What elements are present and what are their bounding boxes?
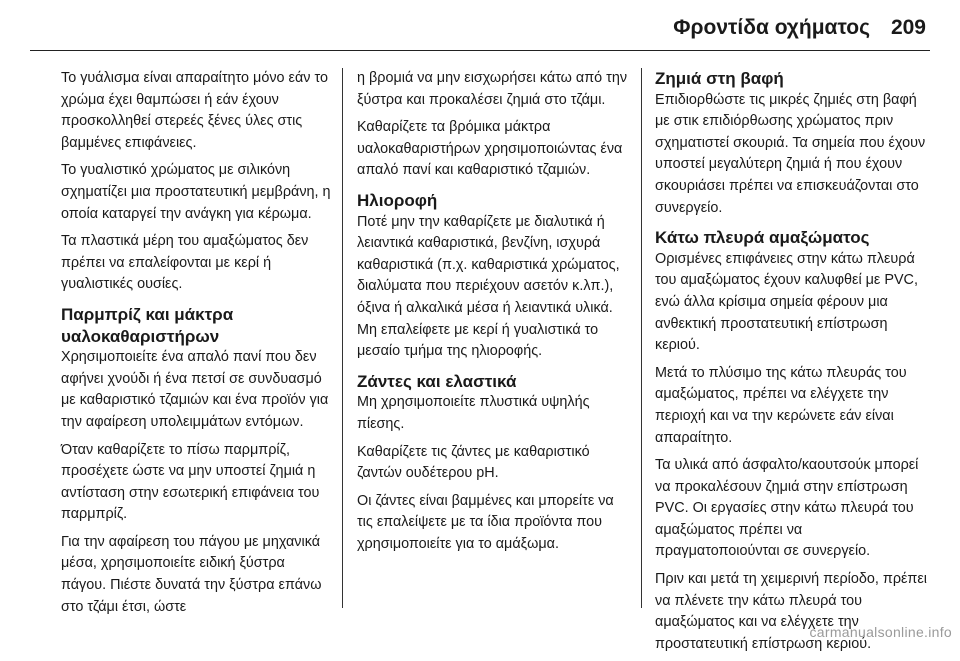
paragraph: Το γυάλισμα είναι απαραίτητο μόνο εάν το χρώμα έχει θαμπώσει ή εάν έχουν προσκολληθεί στερεές ξένες ύλες στις βαμμένες επιφάνειες. (61, 70, 328, 151)
paragraph: Καθαρίζετε τις ζάντες με καθαριστικό ζαντών ουδέτερου pH. (357, 443, 590, 482)
page-number: 209 (890, 16, 926, 39)
watermark: carmanualsonline.info (809, 624, 952, 640)
paragraph: Το γυαλιστικό χρώματος με σιλικόνη σχηματίζει μια προστατευτική μεμβράνη, η οποία καταργεί την ανάγκη για κέρωμα. (61, 162, 331, 222)
paragraph: Επιδιορθώστε τις μικρές ζημιές στη βαφή με στικ επιδιόρθωσης χρώματος πριν σχηματιστεί σκουριά. Τα σημεία που έχουν υποστεί μεγαλύτερη ζημιά ή που έχουν σκουριάσει πρέπει να επισκευάζονται στο συνεργείο. (655, 91, 926, 216)
paragraph: Ορισμένες επιφάνειες στην κάτω πλευρά του αμαξώματος έχουν καλυφθεί με PVC, ενώ άλλα κρίσιμα σημεία φέρουν μια ανθεκτική προστατευτική επίστρωση κεριού. (655, 250, 918, 354)
section-heading: Παρμπρίζ και μάκτρα υαλοκαθαριστήρων (61, 304, 234, 346)
section-heading: Ζάντες και ελαστικά (357, 371, 517, 391)
column-divider-2 (641, 68, 642, 608)
column-3 (655, 68, 927, 661)
section-heading: Ζημιά στη βαφή (655, 69, 784, 88)
paragraph: Τα πλαστικά μέρη του αμαξώματος δεν πρέπει να επαλείφονται με κερί ή γυαλιστικές ουσίες. (61, 233, 309, 293)
column-1 (61, 68, 333, 624)
section-heading: Ηλιοροφή (357, 190, 438, 210)
paragraph: Τα υλικά από άσφαλτο/καουτσούκ μπορεί να προκαλέσουν ζημιά στην επίστρωση PVC. Οι εργασίες στην κάτω πλευρά του αμαξώματος πρέπει να πραγματοποιούνται σε συνεργείο. (655, 457, 919, 560)
paragraph: η βρομιά να μην εισχωρήσει κάτω από την ξύστρα και προκαλέσει ζημιά στο τζάμι. (357, 70, 628, 108)
paragraph: Ποτέ μην την καθαρίζετε με διαλυτικά ή λειαντικά καθαριστικά, βενζίνη, ισχυρά καθαριστικά (π.χ. καθαριστικά χρώματος, διαλύματα που περιέχουν ασετόν κ.λπ.), όξινα ή αλκαλικά μέσα ή λειαντικά υλικά. Μη επαλείφετε με κερί ή γυαλιστικά το μεσαίο τμήμα της ηλιοροφής. (357, 213, 620, 360)
page-header (0, 0, 960, 50)
paragraph: Οι ζάντες είναι βαμμένες και μπορείτε να τις επαλείψετε με τα ίδια προϊόντα που χρησιμοποιείτε για το αμάξωμα. (357, 492, 614, 552)
column-divider-1 (342, 68, 343, 608)
column-2 (357, 68, 629, 561)
paragraph: Μη χρησιμοποιείτε πλυστικά υψηλής πίεσης. (357, 394, 590, 432)
paragraph: Για την αφαίρεση του πάγου με μηχανικά μέσα, χρησιμοποιείτε ειδική ξύστρα πάγου. Πιέστε δυνατά την ξύστρα επάνω στο τζάμι έτσι, ώστε (61, 533, 322, 615)
paragraph: Μετά το πλύσιμο της κάτω πλευράς του αμαξώματος, πρέπει να ελέγχετε την περιοχή και να την κερώνετε εάν είναι απαραίτητο. (655, 364, 907, 446)
page-title: Φροντίδα οχήματος (673, 16, 870, 39)
header-divider (30, 50, 930, 51)
paragraph: Πριν και μετά τη χειμερινή περίοδο, πρέπει να πλένετε την κάτω πλευρά του αμαξώματος και να ελέγχετε την προστατευτική επίστρωση κεριού. (655, 571, 927, 652)
paragraph: Καθαρίζετε τα βρόμικα μάκτρα υαλοκαθαριστήρων χρησιμοποιώντας ένα απαλό πανί και καθαριστικό τζαμιών. (357, 119, 623, 179)
paragraph: Χρησιμοποιείτε ένα απαλό πανί που δεν αφήνει χνούδι ή ένα πετσί σε συνδυασμό με καθαριστικό τζαμιών και ένα προϊόν για την αφαίρεση υπολειμμάτων εντόμων. (61, 349, 329, 430)
section-heading: Κάτω πλευρά αμαξώματος (655, 228, 870, 248)
paragraph: Όταν καθαρίζετε το πίσω παρμπρίζ, προσέχετε ώστε να μην υποστεί ζημιά η αντίσταση στην εσωτερική επιφάνεια του παρμπρίζ. (61, 441, 320, 523)
